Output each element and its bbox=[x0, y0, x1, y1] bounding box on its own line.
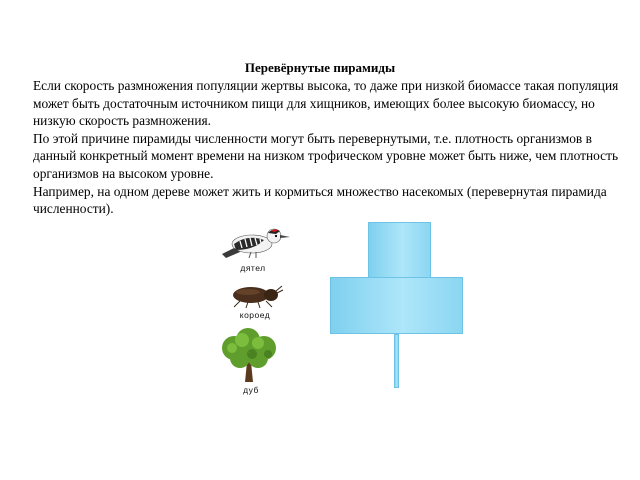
pyramid-level-woodpecker bbox=[368, 222, 431, 278]
paragraph-2: По этой причине пирамиды численности могут быть перевернутыми, т.е. плотность организмов в данный конкретный момент времени на низком трофическом уровне может быть ниже, чем плотность организмов на высоком уровне. bbox=[33, 130, 619, 181]
beetle-caption: короед bbox=[239, 310, 271, 320]
oak-caption: дуб bbox=[243, 385, 259, 395]
oak-tree-image bbox=[214, 328, 284, 384]
woodpecker-image bbox=[218, 222, 292, 262]
woodpecker-caption: дятел bbox=[240, 263, 266, 273]
beetle-image bbox=[226, 283, 284, 309]
body-text bbox=[33, 77, 633, 218]
page-title: Перевёрнутые пирамиды bbox=[244, 60, 396, 75]
paragraph-1: Если скорость размножения популяции жертвы высока, то даже при низкой биомассе такая популяция может быть достаточным источником пищи для хищников, имеющих более высокую биомассу, но низкую скорость размножения. bbox=[33, 78, 619, 129]
pyramid-level-oak bbox=[394, 334, 399, 388]
paragraph-3: Например, на одном дереве может жить и кормиться множество насекомых (перевернутая пирамида численности). bbox=[33, 183, 607, 217]
pyramid-level-beetle bbox=[330, 277, 463, 334]
